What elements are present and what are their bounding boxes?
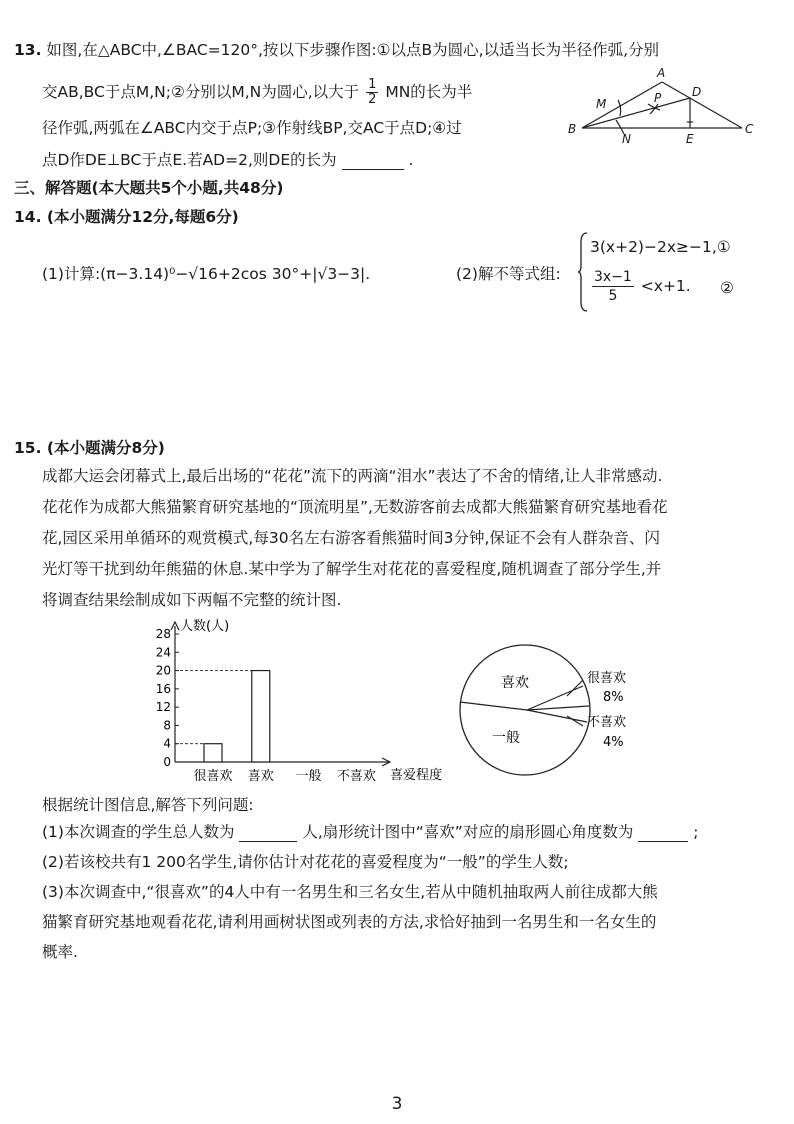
q13-frac-den: 2 <box>368 92 377 107</box>
q13-line4 <box>42 150 413 170</box>
bar-y-tick-label: 12 <box>155 700 171 715</box>
pie-label-neutral: 一般 <box>492 730 520 746</box>
q15-sub3-b: 猫繁育研究基地观看花花,请利用画树状图或列表的方法,求恰好抽到一名男生和一名女生的 <box>42 913 657 931</box>
system-brace <box>578 232 588 312</box>
pie-label-like: 喜欢 <box>501 675 529 691</box>
q15-para-3: 花,园区采用单循环的观赏模式,每30名左右游客看熊猫时间3分钟,保证不会有人群杂音、闪 <box>42 529 660 547</box>
section-3-heading: 三、解答题(本大题共5个小题,共48分) <box>14 179 284 197</box>
q13-line3 <box>42 118 462 138</box>
q15-sub1-b: 人,扇形统计图中“喜欢”对应的扇形圆心角度数为 <box>302 823 634 841</box>
bar-chart <box>140 612 470 787</box>
q14-heading: 14. (本小题满分12分,每题6分) <box>14 208 239 226</box>
q15-heading: 15. (本小题满分8分) <box>14 439 165 457</box>
q14-part1: (1)计算:(π−3.14)⁰−√16+2cos 30°+|√3−3|. <box>42 265 371 283</box>
bar-y-tick-label: 20 <box>155 663 171 678</box>
q13-fraction <box>366 78 378 107</box>
ineq2-rest: <x+1. <box>640 277 691 295</box>
label-e: E <box>686 132 694 146</box>
label-p: P <box>654 91 662 105</box>
bar-y-tick-label: 4 <box>163 736 171 751</box>
q13-triangle-figure <box>560 60 760 150</box>
bar-chart-xlabel: 喜爱程度 <box>390 768 443 783</box>
pie-label-dislike: 不喜欢 <box>587 715 627 730</box>
bar-y-tick-label: 0 <box>163 755 171 769</box>
q15-sub3-a: (3)本次调查中,“很喜欢”的4人中有一名男生和三名女生,若从中随机抽取两人前往成都大熊 <box>42 883 658 901</box>
q13-text-2b: MN的长为半 <box>385 83 473 101</box>
q13-number: 13. <box>14 41 42 59</box>
pie-label-love: 很喜欢 <box>587 671 627 686</box>
label-b: B <box>568 122 577 136</box>
q15-sub1-c: ; <box>693 823 699 841</box>
bar-category-label: 很喜欢 <box>193 769 233 784</box>
q15-total-blank[interactable] <box>239 825 297 842</box>
q13-text-2a: 交AB,BC于点M,N;②分别以M,N为圆心,以大于 <box>42 83 360 101</box>
label-d: D <box>692 85 702 99</box>
side-ac <box>662 82 742 128</box>
bar-y-tick-label: 8 <box>163 718 171 733</box>
q13-text-4: 点D作DE⊥BC于点E.若AD=2,则DE的长为 <box>42 151 337 169</box>
q15-para-4: 光灯等干扰到幼年熊猫的休息.某中学为了解学生对花花的喜爱程度,随机调查了部分学生,并 <box>42 560 662 578</box>
pie-chart <box>455 630 685 790</box>
q15-para-1: 成都大运会闭幕式上,最后出场的“花花”流下的两滴“泪水”表达了不舍的情绪,让人非常感动. <box>42 467 663 485</box>
q15-sub1-a: (1)本次调查的学生总人数为 <box>42 823 235 841</box>
ineq2-num: 3x−1 <box>594 269 632 285</box>
arc-m <box>618 100 621 116</box>
q14-part2-label: (2)解不等式组: <box>456 265 561 283</box>
bar-y-tick-label: 16 <box>155 681 171 696</box>
label-c: C <box>745 122 754 136</box>
q15-after-charts: 根据统计图信息,解答下列问题: <box>42 796 254 814</box>
bar-category-label: 不喜欢 <box>336 769 376 784</box>
pie-value-dislike: 4% <box>603 735 624 750</box>
label-n: N <box>622 132 631 146</box>
label-a: A <box>657 66 666 80</box>
q13-answer-blank[interactable] <box>342 153 404 170</box>
q15-sub1 <box>42 822 698 842</box>
q13-line1 <box>14 40 659 60</box>
bar-category-label: 喜欢 <box>247 769 274 784</box>
ineq2-den: 5 <box>608 288 618 304</box>
ineq2-fraction <box>592 268 634 305</box>
q15-sub2: (2)若该校共有1 200名学生,请你估计对花花的喜爱程度为“一般”的学生人数; <box>42 853 569 871</box>
bar-chart-ylabel: 人数(人) <box>180 619 230 634</box>
q14-inequality-1: 3(x+2)−2x≥−1,① <box>590 238 731 256</box>
bar-y-tick-label: 28 <box>155 627 171 641</box>
q15-angle-blank[interactable] <box>638 825 688 842</box>
bar-category-label: 一般 <box>295 769 322 784</box>
pie-value-love: 8% <box>603 690 624 705</box>
bar-0 <box>204 744 222 762</box>
bar-1 <box>252 671 270 762</box>
q13-text-3: 径作弧,两弧在∠ABC内交于点P;③作射线BP,交AC于点D;④过 <box>42 119 462 137</box>
q15-para-2: 花花作为成都大熊猫繁育研究基地的“顶流明星”,无数游客前去成都大熊猫繁育研究基地看花 <box>42 498 668 516</box>
label-m: M <box>596 97 607 111</box>
q15-para-5: 将调查结果绘制成如下两幅不完整的统计图. <box>42 591 342 609</box>
q13-text-4-end: . <box>408 151 414 169</box>
q15-sub3-c: 概率. <box>42 943 78 961</box>
q14-inequality-2-mark: ② <box>720 279 734 297</box>
q13-text-1: 如图,在△ABC中,∠BAC=120°,按以下步骤作图:①以点B为圆心,以适当长为半径作弧,分别 <box>46 41 660 59</box>
q13-line2 <box>42 78 472 107</box>
bar-y-tick-label: 24 <box>155 645 171 660</box>
page-number: 3 <box>391 1094 403 1114</box>
q14-inequality-2 <box>590 268 691 305</box>
q13-frac-num: 1 <box>368 77 377 92</box>
